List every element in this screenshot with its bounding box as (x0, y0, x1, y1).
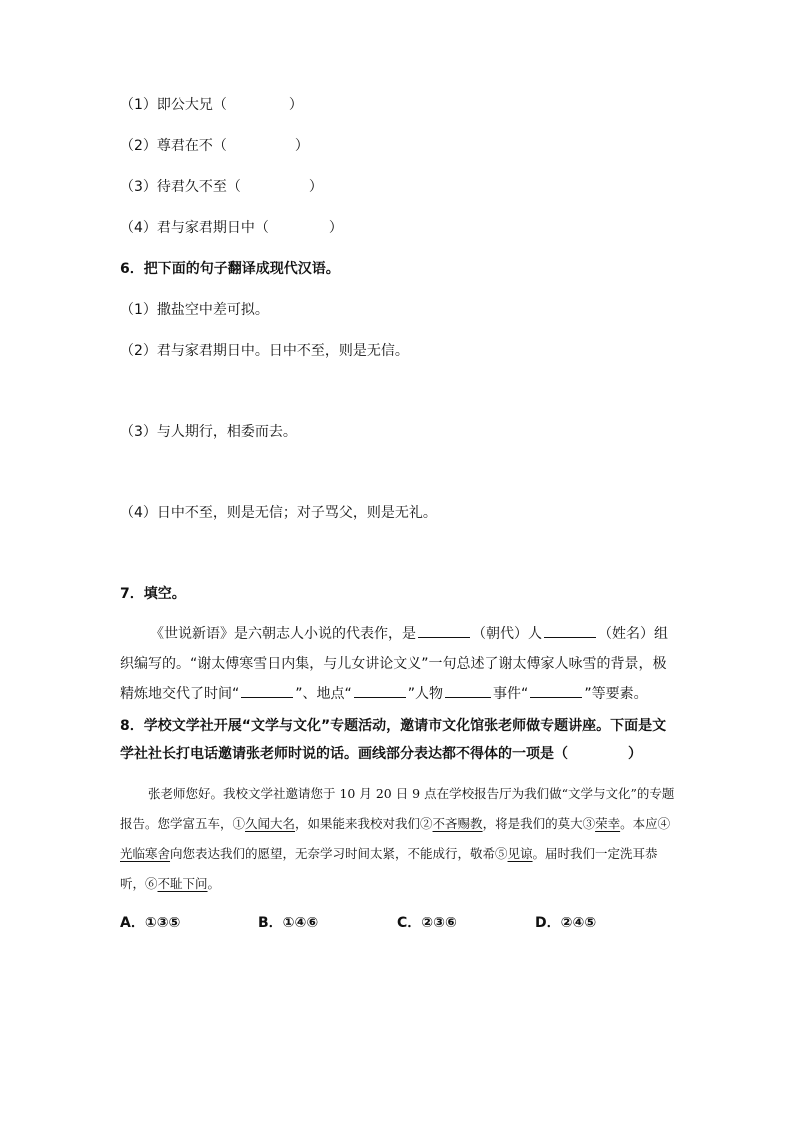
q5-item-1: （1）即公大兄（ ） (120, 97, 303, 113)
q6-item-1: （1）撒盐空中差可拟。 (120, 302, 269, 318)
q8-title: 8．学校文学社开展“文学与文化”专题活动，邀请市文化馆张老师做专题讲座。下面是文学社社长打电话邀请张老师时说的话。画线部分表达都不得体的一项是（ ） (120, 718, 667, 762)
option-b[interactable]: B．①④⑥ (258, 915, 319, 931)
option-d[interactable]: D．②④⑤ (535, 915, 597, 931)
blank-place[interactable] (354, 683, 406, 698)
underline-3: 荣幸 (595, 816, 621, 831)
q5-item-2: （2）尊君在不（ ） (120, 138, 309, 154)
underline-5: 见谅 (507, 846, 533, 861)
q7-title: 7．填空。 (120, 586, 186, 602)
blank-people[interactable] (445, 683, 491, 698)
underline-2: 不吝赐教 (432, 816, 483, 831)
blank-dynasty[interactable] (418, 623, 470, 638)
underline-1: 久闻大名 (245, 816, 296, 831)
underline-6: 不耻下问 (157, 876, 208, 891)
q5-item-4: （4）君与家君期日中（ ） (120, 220, 343, 236)
blank-event[interactable] (530, 683, 582, 698)
underline-4: 光临寒舍 (120, 846, 171, 861)
option-a[interactable]: A．①③⑤ (120, 915, 181, 931)
blank-name[interactable] (544, 623, 596, 638)
q6-item-4: （4）日中不至，则是无信；对子骂父，则是无礼。 (120, 505, 437, 521)
q6-title: 6．把下面的句子翻译成现代汉语。 (120, 261, 340, 277)
blank-time[interactable] (241, 683, 293, 698)
q5-item-3: （3）待君久不至（ ） (120, 179, 323, 195)
option-c[interactable]: C．②③⑥ (397, 915, 457, 931)
q7-paragraph: 《世说新语》是六朝志人小说的代表作，是 （朝代）人 （姓名）组织编写的。“谢太傅寒雪日内集，与儿女讲论文义”一句总述了谢太傅家人咏雪的背景，极精炼地交代了时间“ ”、地点“ ”人物 事件“ ”等要素。 (120, 619, 680, 709)
q6-item-3: （3）与人期行，相委而去。 (120, 424, 297, 440)
q8-quote-passage: 张老师您好。我校文学社邀请您于 10 月 20 日 9 点在学校报告厅为我们做“文学与文化”的专题报告。您学富五车，①久闻大名，如果能来我校对我们②不吝赐教，将是我们的莫大③荣幸。本应④光临寒舍向您表达我们的愿望，无奈学习时间太紧，不能成行，敬希⑤见谅。届时我们一定洗耳恭听，⑥不耻下问。 (120, 786, 675, 891)
q6-item-2: （2）君与家君期日中。日中不至，则是无信。 (120, 343, 409, 359)
